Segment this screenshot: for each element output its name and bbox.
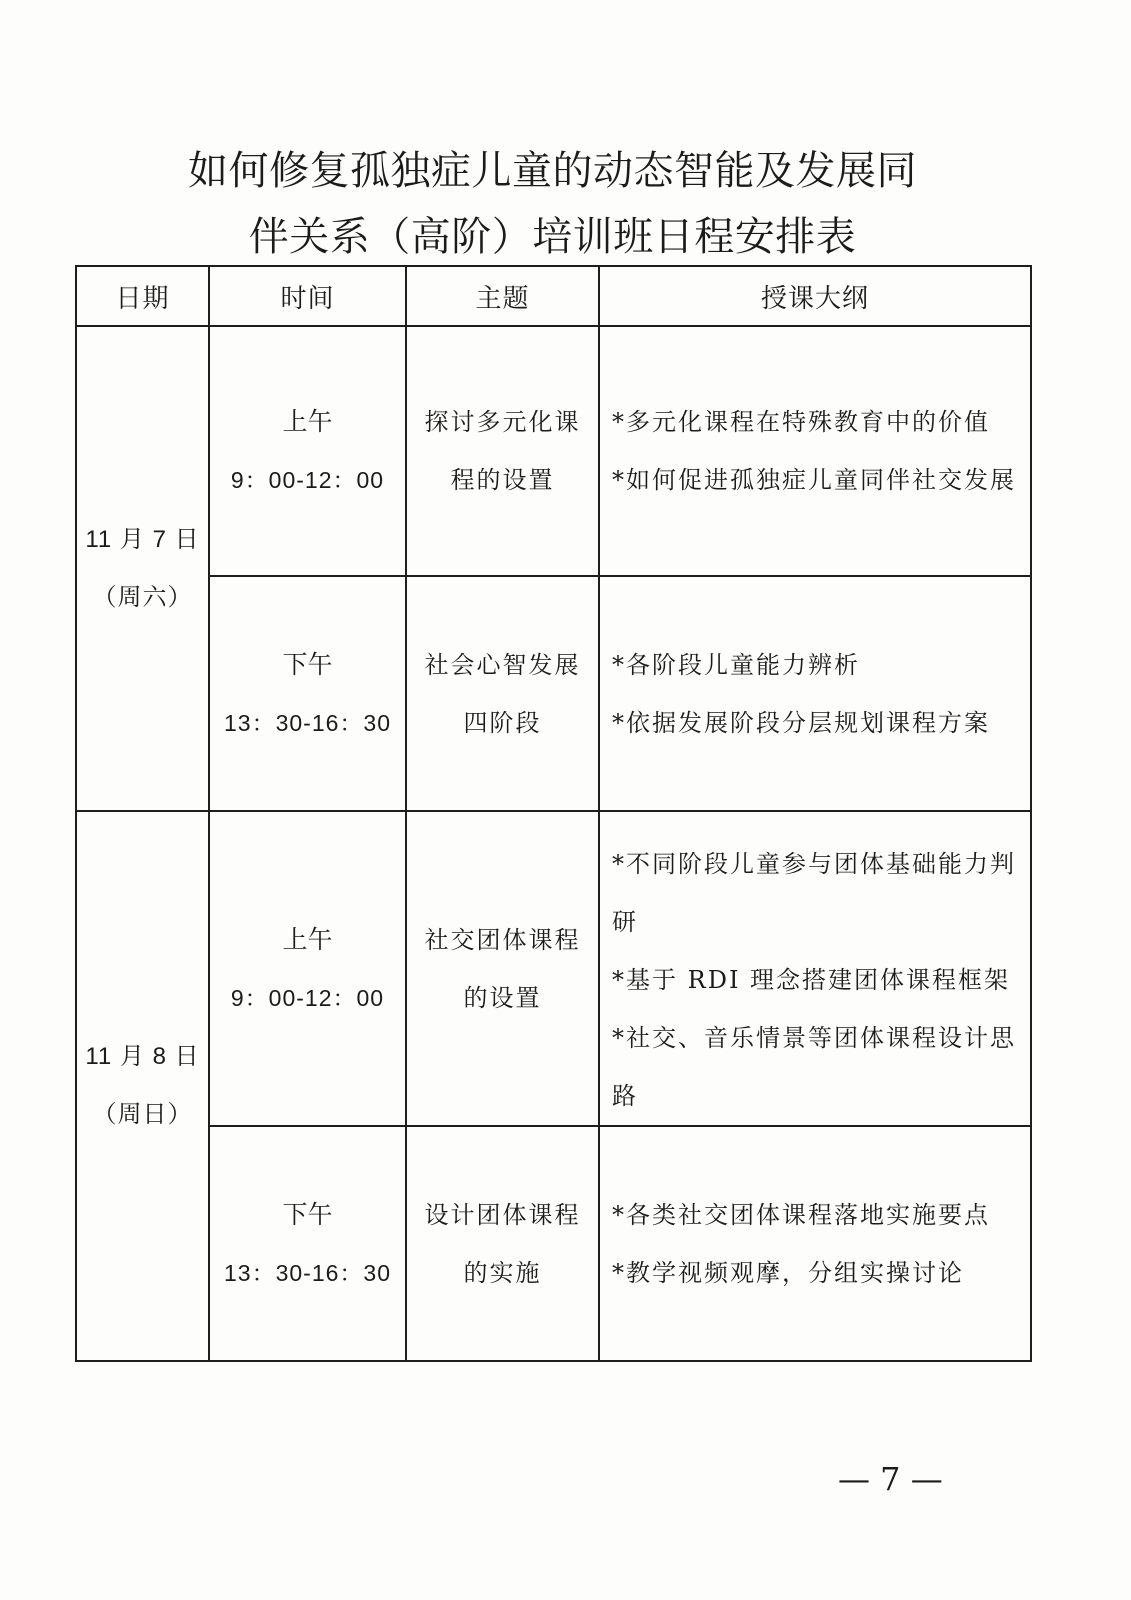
document-title — [75, 138, 1030, 270]
topic-text: 探讨多元化课程的设置 — [424, 408, 581, 494]
outline-list — [612, 636, 1027, 752]
outline-item: *社交、音乐情景等团体课程设计思路 — [612, 1023, 1016, 1110]
period-label: 上午 — [282, 407, 333, 436]
time-range: 9：00-12：00 — [230, 467, 385, 493]
title-line-2: 伴关系（高阶）培训班日程安排表 — [248, 214, 857, 260]
outline-cell — [599, 811, 1031, 1126]
outline-list — [612, 393, 1027, 509]
outline-item: *教学视频观摩，分组实操讨论 — [612, 1258, 964, 1287]
time-cell — [209, 1126, 406, 1361]
table-row — [76, 576, 1031, 811]
weekday-text: （周六） — [92, 583, 193, 611]
outline-item: *不同阶段儿童参与团体基础能力判研 — [612, 849, 1016, 936]
header-outline: 授课大纲 — [599, 266, 1031, 326]
outline-list — [612, 1186, 1027, 1302]
outline-item: *各阶段儿童能力辨析 — [612, 650, 860, 679]
topic-cell — [406, 1126, 599, 1361]
period-label: 下午 — [282, 1199, 333, 1229]
table-row — [76, 1126, 1031, 1361]
date-text: 11 月 7 日 — [85, 525, 200, 553]
weekday-text: （周日） — [92, 1101, 193, 1128]
outline-cell — [599, 576, 1031, 811]
time-range: 9：00-12：00 — [230, 984, 385, 1011]
date-text: 11 月 8 日 — [85, 1043, 200, 1070]
outline-item: *多元化课程在特殊教育中的价值 — [612, 408, 990, 436]
outline-item: *基于 RDI 理念搭建团体课程框架 — [612, 965, 1011, 994]
title-line-1: 如何修复孤独症儿童的动态智能及发展同 — [188, 148, 917, 194]
outline-item: *依据发展阶段分层规划课程方案 — [612, 708, 990, 737]
table-row — [76, 326, 1031, 576]
period-label: 上午 — [282, 924, 333, 954]
period-label: 下午 — [282, 649, 333, 679]
header-time: 时间 — [209, 266, 406, 326]
time-cell — [209, 326, 406, 576]
header-topic: 主题 — [406, 266, 599, 326]
outline-cell — [599, 326, 1031, 576]
schedule-table — [75, 265, 1032, 1362]
outline-item: *如何促进孤独症儿童同伴社交发展 — [612, 466, 1016, 494]
time-range: 13：30-16：30 — [224, 709, 391, 736]
page-number: — 7 — — [838, 1460, 943, 1498]
topic-text: 设计团体课程的实施 — [424, 1200, 581, 1287]
outline-list — [612, 835, 1027, 1125]
outline-item: *各类社交团体课程落地实施要点 — [612, 1200, 990, 1229]
topic-cell — [406, 576, 599, 811]
date-cell — [76, 811, 209, 1361]
topic-cell — [406, 326, 599, 576]
outline-cell — [599, 1126, 1031, 1361]
time-cell — [209, 576, 406, 811]
date-cell — [76, 326, 209, 811]
header-row — [76, 266, 1031, 326]
topic-text: 社交团体课程的设置 — [424, 925, 581, 1012]
header-date: 日期 — [76, 266, 209, 326]
table-row — [76, 811, 1031, 1126]
topic-text: 社会心智发展四阶段 — [424, 650, 581, 737]
topic-cell — [406, 811, 599, 1126]
time-range: 13：30-16：30 — [224, 1259, 391, 1286]
time-cell — [209, 811, 406, 1126]
